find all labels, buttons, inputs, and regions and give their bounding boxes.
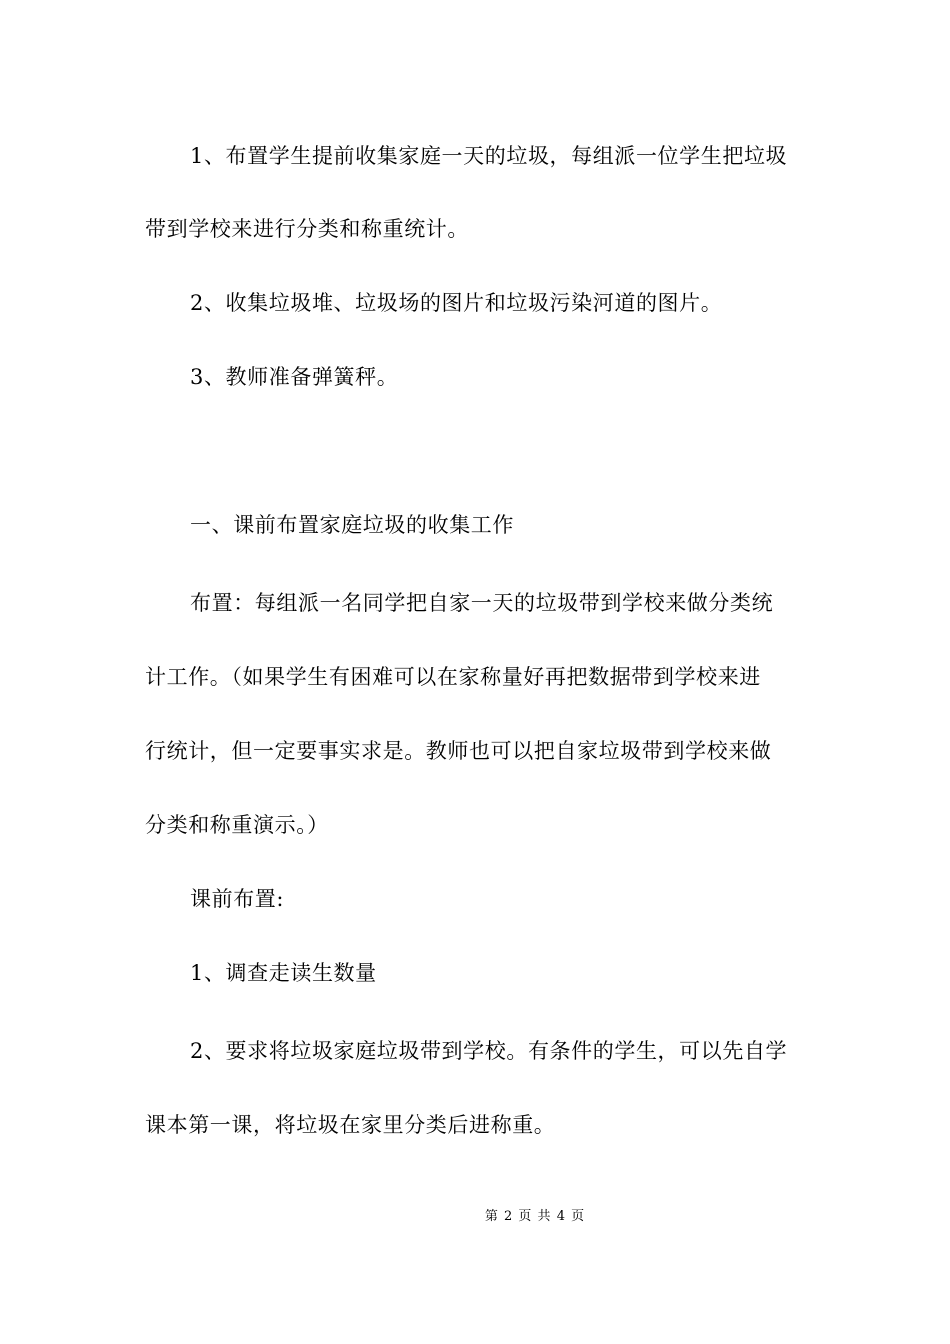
page-footer: 第 2 页 共 4 页 xyxy=(484,1209,586,1224)
paragraph-line-4: 3、教师准备弹簧秤。 xyxy=(190,365,399,389)
paragraph-line-12: 2、要求将垃圾家庭垃圾带到学校。有条件的学生，可以先自学 xyxy=(190,1039,788,1063)
paragraph-line-8: 行统计，但一定要事实求是。教师也可以把自家垃圾带到学校来做 xyxy=(145,739,772,763)
paragraph-line-11: 1、调查走读生数量 xyxy=(190,961,377,985)
paragraph-line-3: 2、收集垃圾堆、垃圾场的图片和垃圾污染河道的图片。 xyxy=(190,291,723,315)
paragraph-line-10: 课前布置: xyxy=(190,887,285,911)
paragraph-line-7: 计工作。（如果学生有困难可以在家称量好再把数据带到学校来进 xyxy=(145,665,761,689)
paragraph-line-2: 带到学校来进行分类和称重统计。 xyxy=(145,217,469,241)
paragraph-line-9: 分类和称重演示。） xyxy=(145,813,329,837)
section-heading: 一、课前布置家庭垃圾的收集工作 xyxy=(190,513,514,537)
paragraph-line-13: 课本第一课，将垃圾在家里分类后进称重。 xyxy=(145,1113,556,1137)
paragraph-line-1: 1、布置学生提前收集家庭一天的垃圾，每组派一位学生把垃圾 xyxy=(190,144,788,168)
paragraph-line-6: 布置：每组派一名同学把自家一天的垃圾带到学校来做分类统 xyxy=(190,591,774,615)
